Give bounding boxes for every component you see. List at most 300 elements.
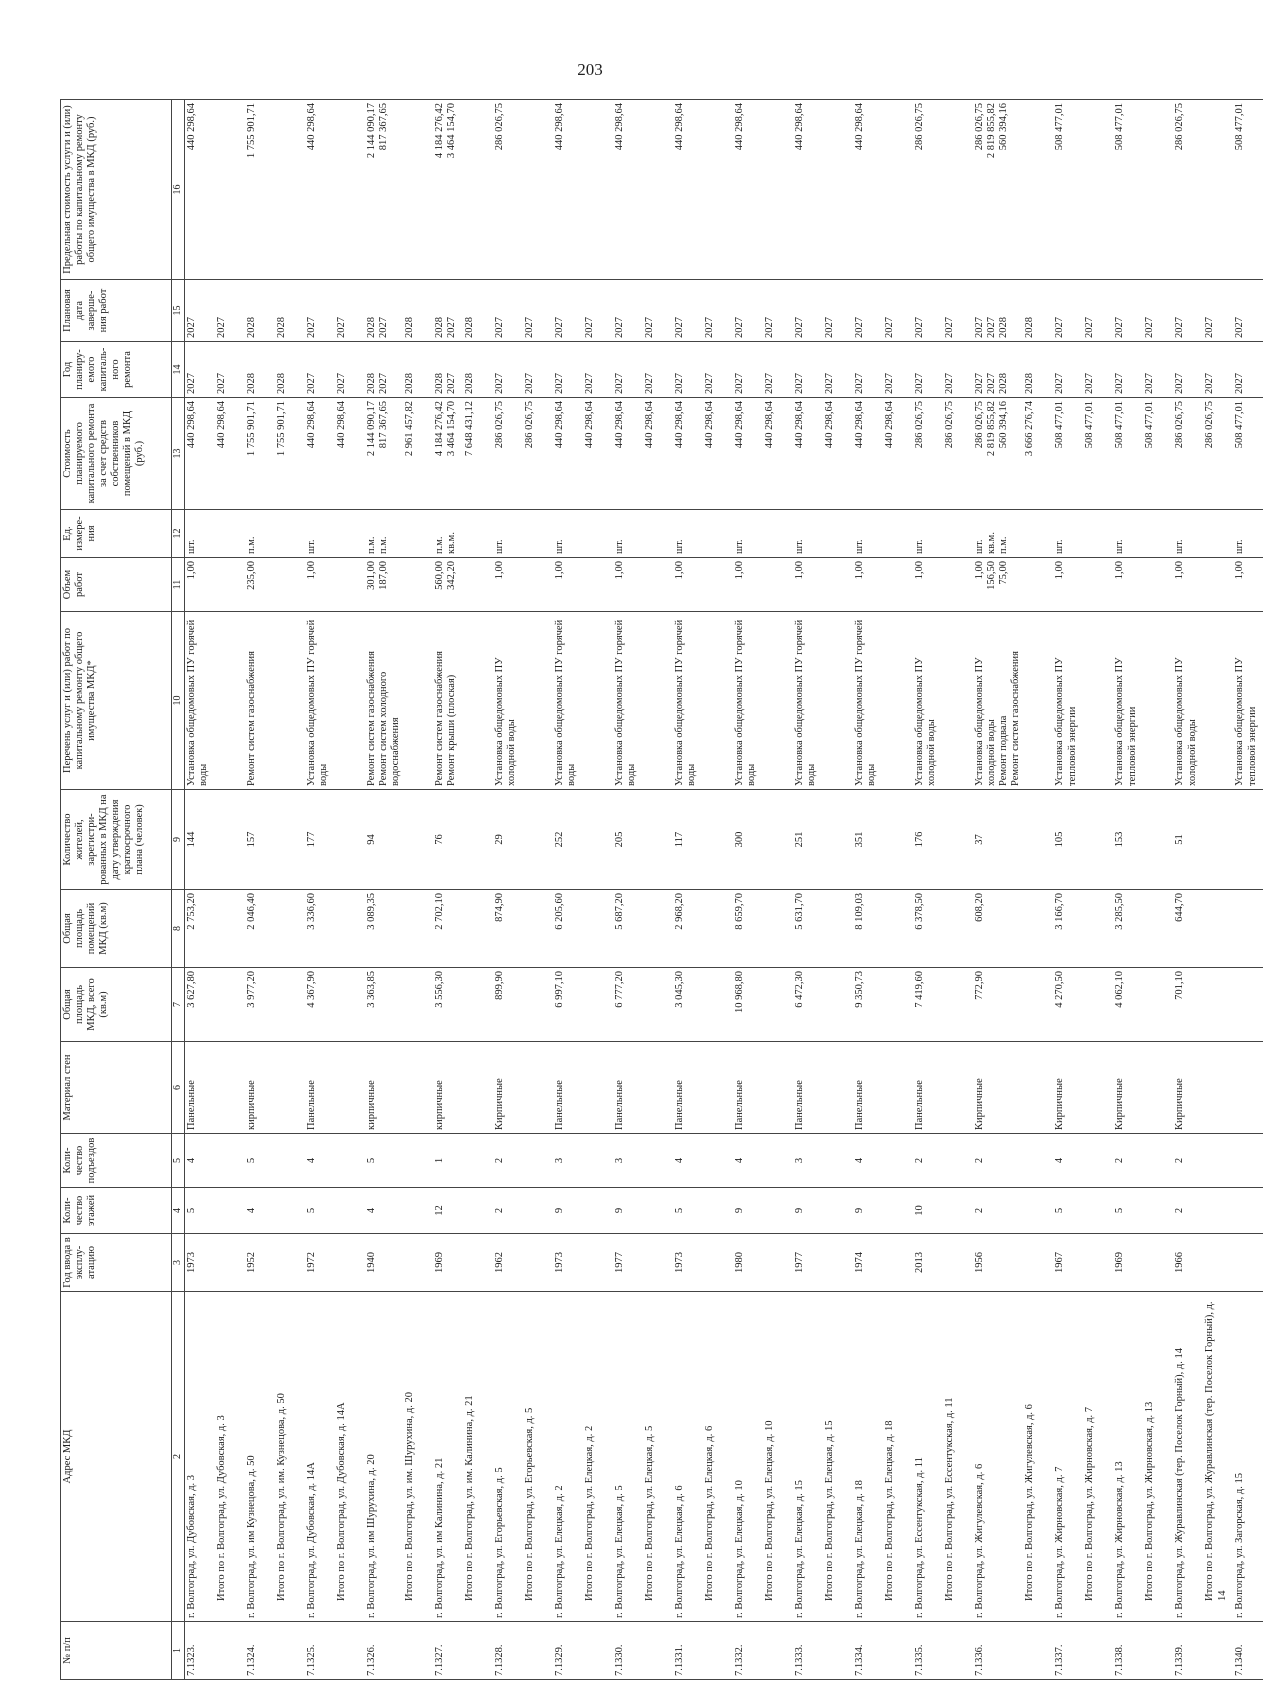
residents-cell: 29 — [493, 790, 523, 890]
completion-date-cell: 2028 — [275, 280, 305, 342]
limit-cost-cell: 508 477,01 — [1113, 100, 1143, 280]
premises-area-cell: 3 089,35 — [365, 890, 403, 968]
header-cell: Объем работ — [61, 558, 172, 612]
total-area-cell: 9 350,73 — [853, 968, 883, 1042]
wall-material-cell: Панельные — [913, 1042, 943, 1134]
entrances-cell — [883, 1134, 913, 1188]
limit-cost-cell — [823, 100, 853, 280]
year-built-cell — [643, 1234, 673, 1292]
repair-year-cell: 2027 — [1173, 342, 1203, 398]
works-list-cell — [523, 612, 553, 790]
column-number: 11 — [172, 558, 185, 612]
completion-date-cell: 2027 — [583, 280, 613, 342]
limit-cost-cell — [463, 100, 493, 280]
entrances-cell — [1233, 1134, 1263, 1188]
address-cell: г. Волгоград, ул. Жирновская, д. 13 — [1113, 1292, 1143, 1622]
completion-date-cell: 2027 — [703, 280, 733, 342]
repair-year-cell: 2027 2027 2028 — [973, 342, 1023, 398]
wall-material-cell — [883, 1042, 913, 1134]
repair-year-cell: 2028 — [403, 342, 433, 398]
table-row — [793, 100, 823, 1680]
completion-date-cell: 2027 2027 2028 — [973, 280, 1023, 342]
work-volume-cell — [1203, 558, 1233, 612]
completion-date-cell: 2027 — [733, 280, 763, 342]
repair-cost-cell: 440 298,64 — [793, 398, 823, 510]
floors-cell — [403, 1188, 433, 1234]
year-built-cell — [823, 1234, 853, 1292]
limit-cost-cell — [703, 100, 733, 280]
work-volume-cell: 1,00 156,50 75,00 — [973, 558, 1023, 612]
repair-year-cell: 2027 — [823, 342, 853, 398]
year-built-cell: 1973 — [553, 1234, 583, 1292]
work-volume-cell — [335, 558, 365, 612]
work-volume-cell — [1143, 558, 1173, 612]
entrances-cell — [463, 1134, 493, 1188]
total-row — [215, 100, 245, 1680]
completion-date-cell: 2028 2027 — [433, 280, 463, 342]
floors-cell — [215, 1188, 245, 1234]
work-volume-cell: 1,00 — [1233, 558, 1263, 612]
repair-year-cell: 2027 — [613, 342, 643, 398]
table-row — [185, 100, 216, 1680]
table-body — [185, 100, 1263, 1680]
limit-cost-cell: 508 477,01 — [1233, 100, 1263, 280]
limit-cost-cell — [275, 100, 305, 280]
unit-cell — [523, 510, 553, 558]
header-cell: Коли-чество этажей — [61, 1188, 172, 1234]
repair-year-cell: 2027 — [335, 342, 365, 398]
floors-cell — [1083, 1188, 1113, 1234]
total-area-cell — [1203, 968, 1233, 1042]
year-built-cell — [1083, 1234, 1113, 1292]
residents-cell — [943, 790, 973, 890]
table-row — [913, 100, 943, 1680]
header-cell: Стоимость планируемого капитального ремонта за счет средств собственников помещений в МКД (руб.) — [61, 398, 172, 510]
row-number-cell: 7.1336. — [973, 1622, 1023, 1680]
repair-year-cell: 2027 — [185, 342, 216, 398]
unit-cell: шт. — [1233, 510, 1263, 558]
wall-material-cell — [1083, 1042, 1113, 1134]
column-number: 7 — [172, 968, 185, 1042]
year-built-cell — [763, 1234, 793, 1292]
limit-cost-cell — [215, 100, 245, 280]
entrances-cell: 4 — [305, 1134, 335, 1188]
entrances-cell: 5 — [245, 1134, 275, 1188]
address-cell: Итого по г. Волгоград, ул. Елецкая, д. 18 — [883, 1292, 913, 1622]
entrances-cell — [823, 1134, 853, 1188]
wall-material-cell: Панельные — [305, 1042, 335, 1134]
unit-cell — [1143, 510, 1173, 558]
wall-material-cell — [463, 1042, 493, 1134]
entrances-cell: 3 — [553, 1134, 583, 1188]
row-number-cell — [1083, 1622, 1113, 1680]
entrances-cell — [1143, 1134, 1173, 1188]
entrances-cell — [215, 1134, 245, 1188]
work-volume-cell — [703, 558, 733, 612]
column-number: 1 — [172, 1622, 185, 1680]
address-cell: Итого по г. Волгоград, ул. Елецкая, д. 6 — [703, 1292, 733, 1622]
total-row — [335, 100, 365, 1680]
premises-area-cell — [1143, 890, 1173, 968]
address-cell: Итого по г. Волгоград, ул. им. Кузнецова, д. 50 — [275, 1292, 305, 1622]
total-area-cell — [1233, 968, 1263, 1042]
header-cell: Общая площадь помещений МКД (кв.м) — [61, 890, 172, 968]
total-area-cell: 6 472,30 — [793, 968, 823, 1042]
repair-cost-cell: 286 026,75 — [913, 398, 943, 510]
completion-date-cell: 2027 — [1143, 280, 1173, 342]
wall-material-cell — [643, 1042, 673, 1134]
row-number-cell: 7.1324. — [245, 1622, 275, 1680]
residents-cell: 351 — [853, 790, 883, 890]
residents-cell — [1023, 790, 1053, 890]
column-number: 13 — [172, 398, 185, 510]
premises-area-cell — [275, 890, 305, 968]
row-number-cell: 7.1335. — [913, 1622, 943, 1680]
repair-cost-cell: 286 026,75 — [523, 398, 553, 510]
column-number: 2 — [172, 1292, 185, 1622]
residents-cell: 300 — [733, 790, 763, 890]
premises-area-cell — [883, 890, 913, 968]
row-number-cell: 7.1332. — [733, 1622, 763, 1680]
entrances-cell — [703, 1134, 733, 1188]
total-area-cell: 10 968,80 — [733, 968, 763, 1042]
total-row — [275, 100, 305, 1680]
table-row — [733, 100, 763, 1680]
unit-cell — [215, 510, 245, 558]
table-row — [853, 100, 883, 1680]
floors-cell — [943, 1188, 973, 1234]
work-volume-cell: 1,00 — [493, 558, 523, 612]
repair-cost-cell: 508 477,01 — [1233, 398, 1263, 510]
limit-cost-cell: 2 144 090,17 817 367,65 — [365, 100, 403, 280]
premises-area-cell: 8 109,03 — [853, 890, 883, 968]
works-list-cell — [583, 612, 613, 790]
floors-cell: 2 — [973, 1188, 1023, 1234]
floors-cell: 5 — [1113, 1188, 1143, 1234]
works-list-cell — [335, 612, 365, 790]
premises-area-cell — [943, 890, 973, 968]
residents-cell — [335, 790, 365, 890]
work-volume-cell: 1,00 — [1053, 558, 1083, 612]
work-volume-cell — [275, 558, 305, 612]
header-cell: Количество жителей, зарегистри-рованных в МКД на дату утверждения краткосрочного плана (человек) — [61, 790, 172, 890]
address-cell: г. Волгоград, ул. Егорьевская, д. 5 — [493, 1292, 523, 1622]
row-number-cell — [523, 1622, 553, 1680]
page-number: 203 — [577, 60, 603, 79]
column-number: 14 — [172, 342, 185, 398]
table-row — [305, 100, 335, 1680]
unit-cell — [1023, 510, 1053, 558]
entrances-cell: 1 — [433, 1134, 463, 1188]
entrances-cell — [1203, 1134, 1233, 1188]
works-list-cell: Установка общедомовых ПУ горячей воды — [673, 612, 703, 790]
completion-date-cell: 2027 — [1203, 280, 1233, 342]
total-row — [463, 100, 493, 1680]
repair-year-cell: 2028 2027 — [433, 342, 463, 398]
table-row — [1173, 100, 1203, 1680]
completion-date-cell: 2027 — [1113, 280, 1143, 342]
completion-date-cell: 2027 — [613, 280, 643, 342]
table-row — [433, 100, 463, 1680]
floors-cell: 4 — [365, 1188, 403, 1234]
row-number-cell: 7.1326. — [365, 1622, 403, 1680]
completion-date-cell: 2028 — [245, 280, 275, 342]
works-list-cell — [463, 612, 493, 790]
repair-year-cell: 2028 — [245, 342, 275, 398]
repair-year-cell: 2027 — [305, 342, 335, 398]
total-row — [523, 100, 553, 1680]
completion-date-cell: 2028 — [403, 280, 433, 342]
repair-cost-cell: 440 298,64 — [883, 398, 913, 510]
total-area-cell — [763, 968, 793, 1042]
works-list-cell: Установка общедомовых ПУ горячей воды — [733, 612, 763, 790]
address-cell: г. Волгоград, ул. Елецкая, д. 15 — [793, 1292, 823, 1622]
residents-cell: 105 — [1053, 790, 1083, 890]
address-cell: г. Волгоград, ул. Елецкая, д. 6 — [673, 1292, 703, 1622]
row-number-cell — [403, 1622, 433, 1680]
limit-cost-cell: 440 298,64 — [613, 100, 643, 280]
wall-material-cell — [823, 1042, 853, 1134]
entrances-cell — [523, 1134, 553, 1188]
unit-cell: п.м. кв.м. — [433, 510, 463, 558]
repair-cost-cell: 286 026,75 — [943, 398, 973, 510]
wall-material-cell: Панельные — [613, 1042, 643, 1134]
entrances-cell — [943, 1134, 973, 1188]
premises-area-cell: 3 285,50 — [1113, 890, 1143, 968]
completion-date-cell: 2027 — [553, 280, 583, 342]
column-number: 12 — [172, 510, 185, 558]
total-area-cell — [523, 968, 553, 1042]
residents-cell: 176 — [913, 790, 943, 890]
unit-cell — [1083, 510, 1113, 558]
limit-cost-cell: 286 026,75 2 819 855,82 560 394,16 — [973, 100, 1023, 280]
residents-cell — [1203, 790, 1233, 890]
floors-cell: 9 — [853, 1188, 883, 1234]
entrances-cell: 4 — [1053, 1134, 1083, 1188]
repair-cost-cell: 440 298,64 — [613, 398, 643, 510]
entrances-cell: 3 — [613, 1134, 643, 1188]
works-list-cell: Установка общедомовых ПУ тепловой энергии — [1233, 612, 1263, 790]
repair-year-cell: 2027 — [643, 342, 673, 398]
repair-year-cell: 2027 — [1203, 342, 1233, 398]
address-cell: г. Волгоград, ул. Елецкая, д. 18 — [853, 1292, 883, 1622]
works-list-cell — [1203, 612, 1233, 790]
wall-material-cell: кирпичные — [365, 1042, 403, 1134]
works-list-cell: Установка общедомовых ПУ холодной воды — [493, 612, 523, 790]
document-sheet — [60, 100, 1258, 1680]
header-cell: Коли-чество подъездов — [61, 1134, 172, 1188]
year-built-cell: 1973 — [673, 1234, 703, 1292]
premises-area-cell: 644,70 — [1173, 890, 1203, 968]
year-built-cell — [215, 1234, 245, 1292]
year-built-cell: 1974 — [853, 1234, 883, 1292]
total-row — [1083, 100, 1113, 1680]
repair-cost-cell: 440 298,64 — [305, 398, 335, 510]
row-number-cell: 7.1328. — [493, 1622, 523, 1680]
works-list-cell — [883, 612, 913, 790]
address-cell: Итого по г. Волгоград, ул. Жирновская, д. 13 — [1143, 1292, 1173, 1622]
total-area-cell: 4 367,90 — [305, 968, 335, 1042]
repair-year-cell: 2027 — [1143, 342, 1173, 398]
entrances-cell: 5 — [365, 1134, 403, 1188]
repair-year-cell: 2028 — [463, 342, 493, 398]
premises-area-cell — [703, 890, 733, 968]
works-list-cell — [215, 612, 245, 790]
entrances-cell — [403, 1134, 433, 1188]
works-list-cell — [823, 612, 853, 790]
residents-cell: 94 — [365, 790, 403, 890]
column-number: 8 — [172, 890, 185, 968]
limit-cost-cell: 286 026,75 — [1173, 100, 1203, 280]
address-cell: г. Волгоград, ул. им Калинина, д. 21 — [433, 1292, 463, 1622]
row-number-cell — [643, 1622, 673, 1680]
limit-cost-cell: 440 298,64 — [793, 100, 823, 280]
total-area-cell: 701,10 — [1173, 968, 1203, 1042]
total-area-cell — [943, 968, 973, 1042]
year-built-cell: 1977 — [613, 1234, 643, 1292]
address-cell: г. Волгоград, ул. им Шурухина, д. 20 — [365, 1292, 403, 1622]
year-built-cell: 1940 — [365, 1234, 403, 1292]
address-cell: г. Волгоград, ул. Жигулевская, д. 6 — [973, 1292, 1023, 1622]
residents-cell — [703, 790, 733, 890]
table-row — [1233, 100, 1263, 1680]
wall-material-cell — [523, 1042, 553, 1134]
total-area-cell: 4 062,10 — [1113, 968, 1143, 1042]
entrances-cell — [583, 1134, 613, 1188]
entrances-cell — [763, 1134, 793, 1188]
year-built-cell: 1977 — [793, 1234, 823, 1292]
total-row — [583, 100, 613, 1680]
limit-cost-cell: 440 298,64 — [733, 100, 763, 280]
repair-cost-cell: 1 755 901,71 — [275, 398, 305, 510]
residents-cell: 157 — [245, 790, 275, 890]
works-list-cell: Установка общедомовых ПУ горячей воды — [185, 612, 216, 790]
header-cell: Перечень услуг и (или) работ по капитальному ремонту общего имущества МКД* — [61, 612, 172, 790]
work-volume-cell: 1,00 — [305, 558, 335, 612]
completion-date-cell: 2027 — [943, 280, 973, 342]
year-built-cell — [883, 1234, 913, 1292]
row-number-cell: 7.1331. — [673, 1622, 703, 1680]
entrances-cell: 2 — [1113, 1134, 1143, 1188]
completion-date-cell: 2027 — [643, 280, 673, 342]
entrances-cell: 4 — [853, 1134, 883, 1188]
works-list-cell: Ремонт систем газоснабжения Ремонт систем холодного водоснабжения — [365, 612, 403, 790]
unit-cell: шт. — [853, 510, 883, 558]
header-cell: Адрес МКД — [61, 1292, 172, 1622]
table-row — [1113, 100, 1143, 1680]
year-built-cell: 1969 — [433, 1234, 463, 1292]
row-number-cell — [583, 1622, 613, 1680]
total-area-cell: 6 997,10 — [553, 968, 583, 1042]
repair-cost-cell: 2 961 457,82 — [403, 398, 433, 510]
table-row — [365, 100, 403, 1680]
header-row — [61, 100, 172, 1680]
row-number-cell — [1203, 1622, 1233, 1680]
wall-material-cell — [703, 1042, 733, 1134]
premises-area-cell: 2 046,40 — [245, 890, 275, 968]
total-area-cell — [583, 968, 613, 1042]
wall-material-cell: Панельные — [673, 1042, 703, 1134]
limit-cost-cell — [1083, 100, 1113, 280]
works-list-cell: Установка общедомовых ПУ горячей воды — [305, 612, 335, 790]
works-list-cell: Установка общедомовых ПУ холодной воды — [913, 612, 943, 790]
unit-cell — [643, 510, 673, 558]
completion-date-cell: 2027 — [1053, 280, 1083, 342]
work-volume-cell — [583, 558, 613, 612]
year-built-cell: 1972 — [305, 1234, 335, 1292]
work-volume-cell: 1,00 — [553, 558, 583, 612]
floors-cell — [1233, 1188, 1263, 1234]
repair-cost-cell: 508 477,01 — [1053, 398, 1083, 510]
header-cell: № п/п — [61, 1622, 172, 1680]
repair-cost-cell: 440 298,64 — [703, 398, 733, 510]
floors-cell: 5 — [1053, 1188, 1083, 1234]
total-row — [883, 100, 913, 1680]
works-list-cell — [1143, 612, 1173, 790]
total-area-cell — [703, 968, 733, 1042]
year-built-cell — [1203, 1234, 1233, 1292]
header-cell: Предельная стоимость услуги и (или) работы по капитальному ремонту общего имущества в МКД (руб.) — [61, 100, 172, 280]
residents-cell — [463, 790, 493, 890]
row-number-cell: 7.1327. — [433, 1622, 463, 1680]
floors-cell — [335, 1188, 365, 1234]
row-number-cell — [763, 1622, 793, 1680]
repair-cost-cell: 508 477,01 — [1113, 398, 1143, 510]
address-cell: г. Волгоград, ул. им Кузнецова, д. 50 — [245, 1292, 275, 1622]
premises-area-cell — [335, 890, 365, 968]
works-list-cell: Установка общедомовых ПУ тепловой энергии — [1053, 612, 1083, 790]
wall-material-cell — [1023, 1042, 1053, 1134]
repair-year-cell: 2027 — [493, 342, 523, 398]
row-number-cell: 7.1330. — [613, 1622, 643, 1680]
table-row — [493, 100, 523, 1680]
limit-cost-cell: 1 755 901,71 — [245, 100, 275, 280]
row-number-cell — [883, 1622, 913, 1680]
works-list-cell: Установка общедомовых ПУ горячей воды — [853, 612, 883, 790]
limit-cost-cell: 440 298,64 — [185, 100, 216, 280]
repair-year-cell: 2027 — [1113, 342, 1143, 398]
work-volume-cell — [643, 558, 673, 612]
repair-year-cell: 2027 — [673, 342, 703, 398]
work-volume-cell: 301,00 187,00 — [365, 558, 403, 612]
floors-cell: 12 — [433, 1188, 463, 1234]
address-cell: Итого по г. Волгоград, ул. Дубовская, д. 3 — [215, 1292, 245, 1622]
premises-area-cell: 6 378,50 — [913, 890, 943, 968]
table-row — [553, 100, 583, 1680]
premises-area-cell: 874,90 — [493, 890, 523, 968]
row-number-cell — [703, 1622, 733, 1680]
unit-cell: шт. — [185, 510, 216, 558]
work-volume-cell: 1,00 — [1173, 558, 1203, 612]
wall-material-cell — [215, 1042, 245, 1134]
residents-cell — [215, 790, 245, 890]
residents-cell — [883, 790, 913, 890]
completion-date-cell: 2027 — [1233, 280, 1263, 342]
total-area-cell: 899,90 — [493, 968, 523, 1042]
entrances-cell: 2 — [1173, 1134, 1203, 1188]
address-cell: г. Волгоград, ул. Журавлинская (тер. Поселок Горный), д. 14 — [1173, 1292, 1203, 1622]
work-volume-cell — [215, 558, 245, 612]
repair-year-cell: 2028 — [275, 342, 305, 398]
repair-year-cell: 2027 — [943, 342, 973, 398]
residents-cell — [1143, 790, 1173, 890]
premises-area-cell — [583, 890, 613, 968]
premises-area-cell — [403, 890, 433, 968]
repair-cost-cell: 440 298,64 — [763, 398, 793, 510]
repair-cost-cell: 7 648 431,12 — [463, 398, 493, 510]
limit-cost-cell — [1023, 100, 1053, 280]
year-built-cell: 1966 — [1173, 1234, 1203, 1292]
